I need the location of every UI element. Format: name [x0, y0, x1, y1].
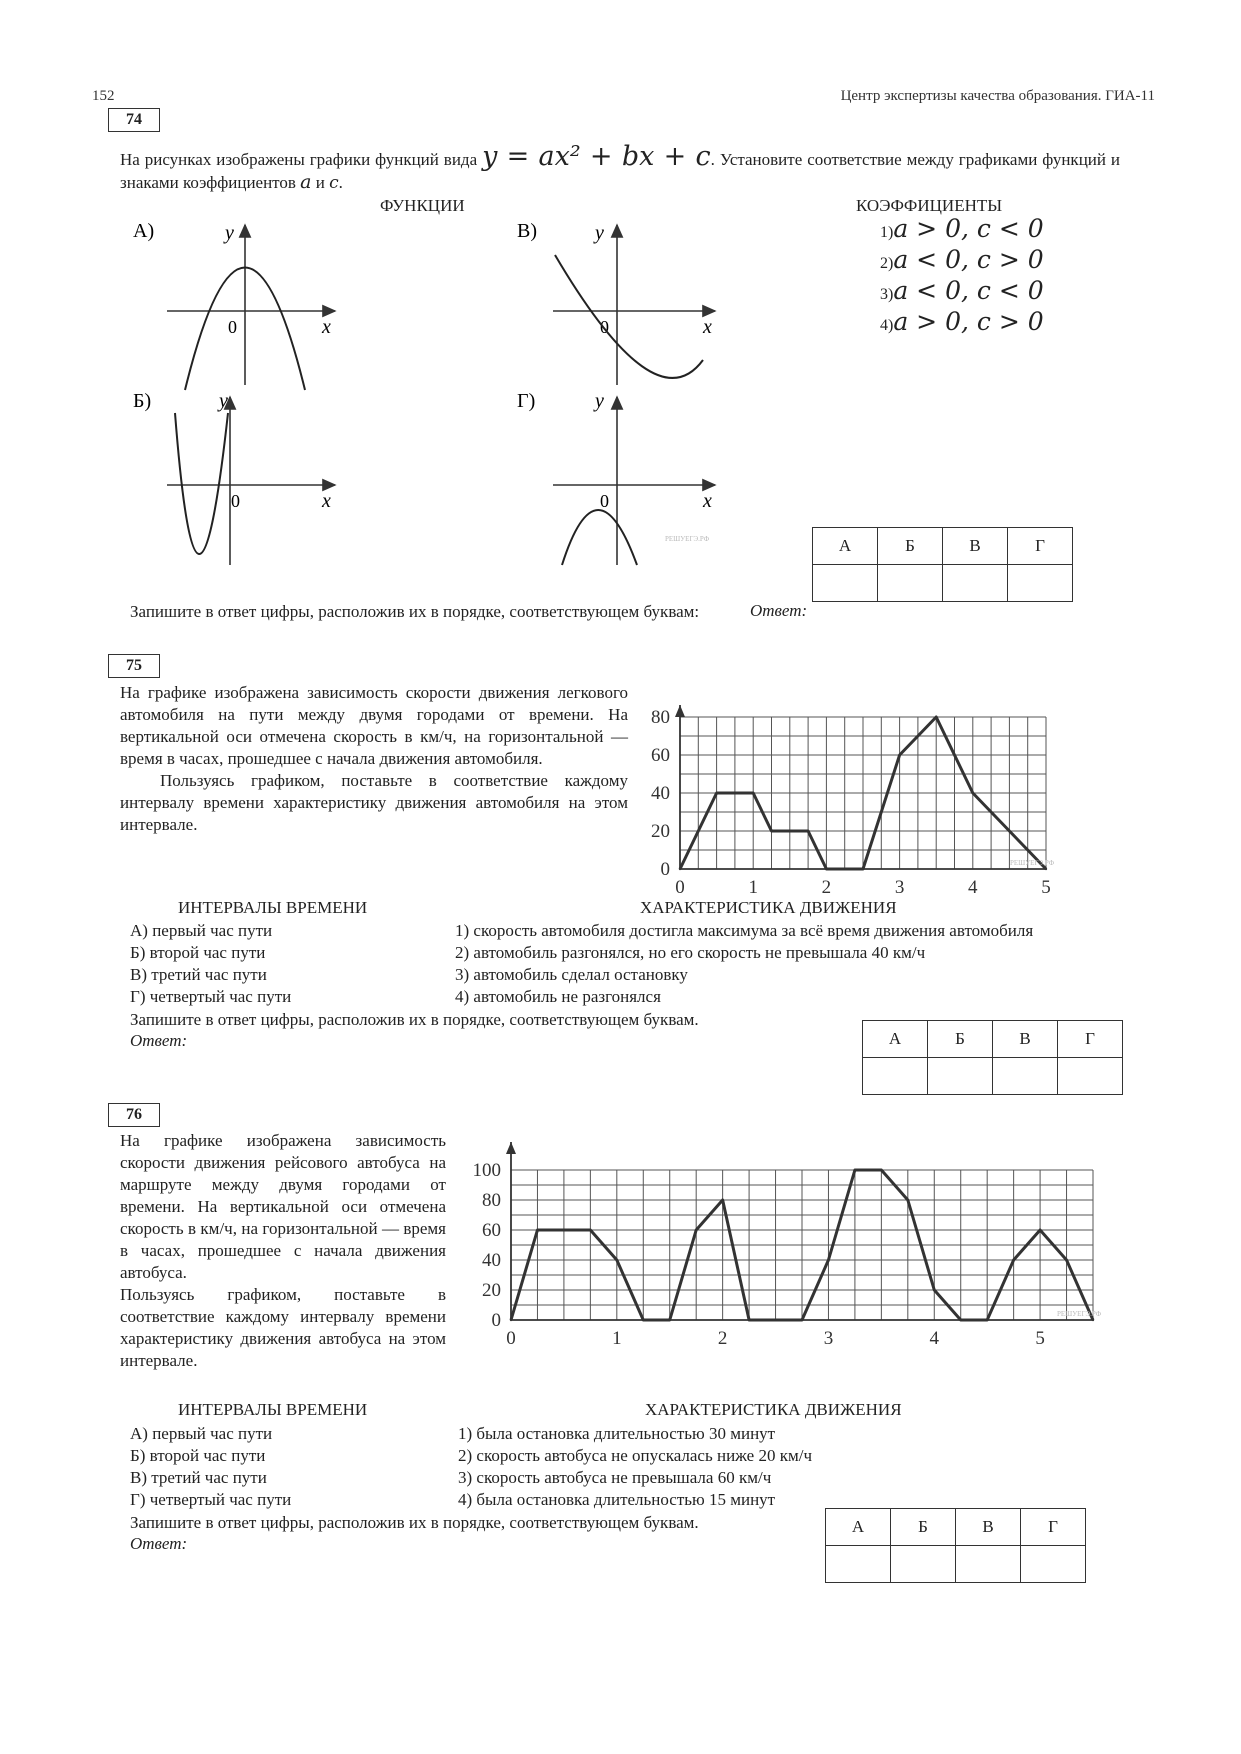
data-point	[880, 1169, 882, 1171]
answer-cell-b[interactable]	[878, 565, 943, 602]
graph-label-a: А)	[133, 220, 155, 242]
coef-a-symbol: a	[300, 171, 312, 193]
data-point	[721, 1199, 723, 1201]
chart-75	[640, 688, 1110, 898]
interval-item: Г) четвертый час пути	[130, 1490, 292, 1509]
data-point	[898, 754, 900, 756]
page-number: 152	[92, 88, 115, 104]
graph-a	[133, 220, 335, 390]
data-point	[807, 830, 809, 832]
data-point	[1092, 1319, 1094, 1321]
interval-item: В) третий час пути	[130, 1468, 267, 1487]
and-word: и	[311, 173, 330, 192]
y-tick-label: 40	[651, 783, 670, 804]
task76-intervals	[130, 1423, 291, 1511]
parabola-b	[175, 413, 228, 554]
y-tick-label: 80	[651, 707, 670, 728]
answer-cell-b[interactable]	[928, 1058, 993, 1095]
svg-text:y: y	[219, 390, 228, 412]
interval-item: Б) второй час пути	[130, 943, 266, 962]
svg-text:0: 0	[600, 317, 609, 337]
svg-text:y: y	[595, 390, 604, 412]
data-point	[801, 1319, 803, 1321]
data-point	[642, 1319, 644, 1321]
answer-header-a: А	[863, 1021, 928, 1058]
svg-text:y: y	[595, 222, 604, 244]
task75-text2: Пользуясь графиком, поставьте в соответствие каждому интервалу времени характеристику движения автомобиля на этом интервале.	[120, 771, 628, 834]
y-tick-label: 60	[482, 1220, 501, 1241]
data-point	[986, 1319, 988, 1321]
x-tick-label: 0	[506, 1328, 516, 1349]
data-point	[695, 1229, 697, 1231]
graph-g	[517, 390, 715, 565]
task75-intervals-heading: ИНТЕРВАЛЫ ВРЕМЕНИ	[178, 898, 368, 917]
svg-text:0: 0	[228, 317, 237, 337]
y-axis-arrow	[675, 705, 685, 717]
task76-text	[120, 1130, 446, 1372]
y-axis-arrow	[506, 1142, 516, 1154]
svg-text:x: x	[703, 316, 712, 338]
y-tick-label: 40	[482, 1250, 501, 1271]
task76-intervals-heading: ИНТЕРВАЛЫ ВРЕМЕНИ	[178, 1400, 368, 1419]
x-tick-label: 4	[929, 1328, 940, 1349]
task74-intro	[120, 141, 1121, 194]
interval-item: А) первый час пути	[130, 921, 273, 940]
data-point	[1065, 1259, 1067, 1261]
x-tick-label: 5	[1041, 877, 1051, 898]
graph-label-g: Г)	[517, 390, 536, 412]
parabola-g	[562, 510, 637, 565]
task76-characteristics	[458, 1423, 812, 1511]
intro-period: .	[338, 173, 343, 192]
y-tick-label: 0	[491, 1310, 501, 1331]
answer-header-a: А	[826, 1509, 891, 1546]
svg-text:x: x	[322, 316, 331, 338]
answer-header-g: Г	[1008, 528, 1073, 565]
characteristic-item: 3) скорость автобуса не превышала 60 км/ч	[458, 1468, 772, 1487]
interval-item: Г) четвертый час пути	[130, 987, 292, 1006]
answer-cell-a[interactable]	[813, 565, 878, 602]
task76-answer-label: Ответ:	[130, 1534, 188, 1553]
task75-intervals	[130, 920, 291, 1008]
svg-text:0: 0	[231, 491, 240, 511]
x-tick-label: 4	[968, 877, 978, 898]
data-point	[752, 792, 754, 794]
data-point	[616, 1259, 618, 1261]
answer-cell-b[interactable]	[891, 1546, 956, 1583]
x-tick-label: 1	[748, 877, 758, 898]
x-tick-label: 5	[1035, 1328, 1045, 1349]
data-point	[907, 1199, 909, 1201]
task74-instruction: Запишите в ответ цифры, расположив их в порядке, соответствующем буквам:	[130, 602, 700, 621]
watermark: РЕШУЕГЭ.РФ	[1057, 1310, 1102, 1318]
coefficients-list	[880, 214, 1044, 338]
answer-cell-a[interactable]	[863, 1058, 928, 1095]
data-point	[510, 1319, 512, 1321]
task75-characteristics-heading: ХАРАКТЕРИСТИКА ДВИЖЕНИЯ	[640, 898, 897, 917]
answer-cell-v[interactable]	[993, 1058, 1058, 1095]
y-tick-label: 100	[472, 1160, 501, 1181]
svg-text:y: y	[225, 222, 234, 244]
data-point	[536, 1229, 538, 1231]
task75-answer-label: Ответ:	[130, 1031, 188, 1050]
coefficient-item: 1)a > 0, c < 0	[880, 214, 1044, 243]
coef-c-symbol: c	[329, 173, 339, 193]
answer-header-b: Б	[928, 1021, 993, 1058]
coefficient-item: 3)a < 0, c < 0	[880, 276, 1044, 305]
data-point	[669, 1319, 671, 1321]
coefficients-heading: КОЭФФИЦИЕНТЫ	[856, 196, 1003, 215]
task74-intro-part2: . Установите соответствие между графиками функций и знаками коэффициентов	[120, 150, 1121, 192]
task74-answer-label: Ответ:	[750, 601, 808, 620]
answer-header-v: В	[956, 1509, 1021, 1546]
data-point	[827, 1259, 829, 1261]
data-point	[854, 1169, 856, 1171]
task76-instruction: Запишите в ответ цифры, расположив их в порядке, соответствующем буквам.	[130, 1513, 699, 1532]
data-point	[770, 830, 772, 832]
answer-header-b: Б	[891, 1509, 956, 1546]
task-number-74: 74	[108, 108, 160, 132]
x-tick-label: 2	[821, 877, 832, 898]
answer-header-g: Г	[1021, 1509, 1086, 1546]
data-point	[1045, 868, 1047, 870]
svg-text:x: x	[322, 490, 331, 512]
answer-header-v: В	[993, 1021, 1058, 1058]
data-point	[715, 792, 717, 794]
graph-label-b: Б)	[133, 390, 152, 412]
answer-cell-g[interactable]	[1021, 1546, 1086, 1583]
data-point	[679, 868, 681, 870]
x-tick-label: 2	[717, 1328, 728, 1349]
task75-characteristics	[455, 920, 1033, 1008]
x-tick-label: 3	[823, 1328, 834, 1349]
characteristic-item: 2) автомобиль разгонялся, но его скорость не превышала 40 км/ч	[455, 943, 926, 962]
answer-cell-v[interactable]	[956, 1546, 1021, 1583]
coefficient-item: 4)a > 0, c > 0	[880, 307, 1044, 336]
task76-characteristics-heading: ХАРАКТЕРИСТИКА ДВИЖЕНИЯ	[645, 1400, 902, 1419]
svg-text:x: x	[703, 490, 712, 512]
data-point	[935, 716, 937, 718]
task75-text1: На графике изображена зависимость скорости движения легкового автомобиля на пути между двумя городами от времени. На вертикальной оси отмечена скорость в км/ч, на горизонтальной — время в часах, прошедшее с начала движения автомобиля.	[120, 683, 628, 768]
svg-text:0: 0	[600, 491, 609, 511]
interval-item: Б) второй час пути	[130, 1446, 266, 1465]
answer-table-75	[862, 1020, 1123, 1095]
answer-header-v: В	[943, 528, 1008, 565]
x-tick-label: 3	[894, 877, 905, 898]
coefficient-item: 2)a < 0, c > 0	[880, 245, 1044, 274]
task75-instruction: Запишите в ответ цифры, расположив их в порядке, соответствующем буквам.	[130, 1010, 699, 1029]
chart-76	[448, 1130, 1108, 1355]
graph-label-v: В)	[517, 220, 537, 242]
data-point	[1039, 1229, 1041, 1231]
characteristic-item: 1) была остановка длительностью 30 минут	[458, 1424, 776, 1443]
x-tick-label: 1	[612, 1328, 622, 1349]
graph-v	[517, 220, 715, 385]
y-tick-label: 0	[660, 859, 670, 880]
data-point	[960, 1319, 962, 1321]
answer-cell-g[interactable]	[1008, 565, 1073, 602]
parabola-v	[555, 255, 703, 378]
header-title: Центр экспертизы качества образования. ГИА-11	[840, 88, 1155, 104]
y-tick-label: 20	[651, 821, 670, 842]
answer-cell-v[interactable]	[943, 565, 1008, 602]
watermark: РЕШУЕГЭ.РФ	[1010, 859, 1055, 867]
task76-text2: Пользуясь графиком, поставьте в соответствие каждому интервалу времени характеристику движения автобуса на этом интервале.	[120, 1285, 446, 1370]
characteristic-item: 4) автомобиль не разгонялся	[455, 987, 661, 1006]
data-point	[862, 868, 864, 870]
data-point	[748, 1319, 750, 1321]
task76-text1: На графике изображена зависимость скорости движения рейсового автобуса на маршруте между двумя городами от времени. На вертикальной оси отмечена скорость в км/ч, на горизонтальной — время в часах, прошедшее с начала движения автобуса.	[120, 1131, 446, 1282]
characteristic-item: 3) автомобиль сделал остановку	[455, 965, 688, 984]
data-point	[933, 1289, 935, 1291]
answer-header-g: Г	[1058, 1021, 1123, 1058]
graph-b	[133, 390, 335, 565]
interval-item: В) третий час пути	[130, 965, 267, 984]
answer-header-a: А	[813, 528, 878, 565]
data-point	[1012, 1259, 1014, 1261]
interval-item: А) первый час пути	[130, 1424, 273, 1443]
task74-intro-part1: На рисунках изображены графики функций вида	[120, 150, 478, 169]
task75-text	[120, 682, 628, 836]
task-number-76: 76	[108, 1103, 160, 1127]
answer-header-b: Б	[878, 528, 943, 565]
y-tick-label: 20	[482, 1280, 501, 1301]
characteristic-item: 2) скорость автобуса не опускалась ниже 20 км/ч	[458, 1446, 813, 1465]
answer-table-74	[812, 527, 1073, 602]
y-tick-label: 60	[651, 745, 670, 766]
data-point	[972, 792, 974, 794]
functions-heading: ФУНКЦИИ	[380, 196, 465, 215]
x-tick-label: 0	[675, 877, 685, 898]
answer-table-76	[825, 1508, 1086, 1583]
parabola-graphs	[125, 215, 765, 575]
characteristic-item: 1) скорость автомобиля достигла максимума за всё время движения автомобиля	[455, 921, 1034, 940]
answer-cell-a[interactable]	[826, 1546, 891, 1583]
y-tick-label: 80	[482, 1190, 501, 1211]
task74-formula: y = ax² + bx + c	[482, 141, 711, 172]
task-number-75: 75	[108, 654, 160, 678]
watermark: РЕШУЕГЭ.РФ	[665, 535, 710, 543]
characteristic-item: 4) была остановка длительностью 15 минут	[458, 1490, 776, 1509]
data-point	[825, 868, 827, 870]
data-point	[589, 1229, 591, 1231]
answer-cell-g[interactable]	[1058, 1058, 1123, 1095]
